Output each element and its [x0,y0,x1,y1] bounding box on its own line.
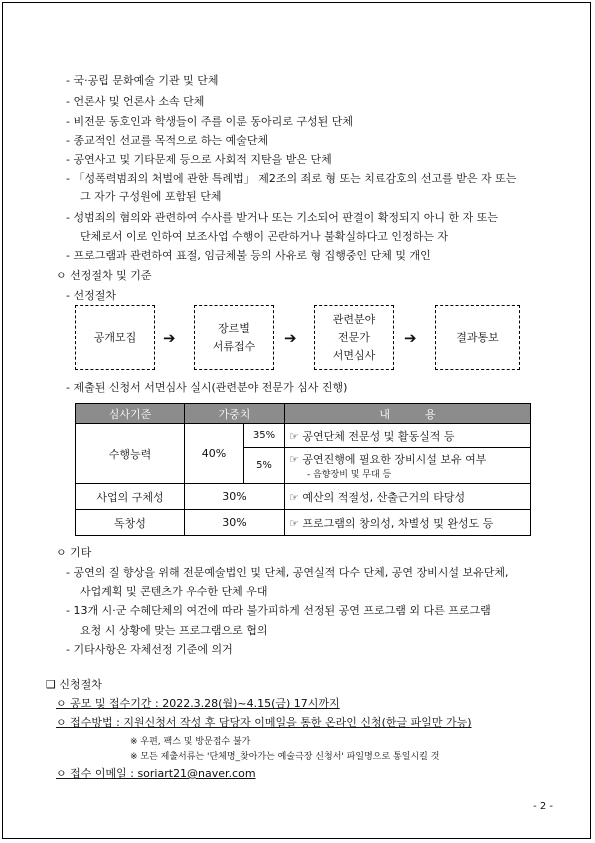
arrow-right-icon: ➔ [284,329,297,347]
etc-item: - 공연의 질 향상을 위해 전문예술법인 및 단체, 공연실적 다수 단체, 공연 장비시설 보유단체, [66,566,509,579]
criteria-performance: 수행능력 [76,424,185,484]
exclusion-item: - 비전문 동호인과 학생들이 주를 이룬 동아리로 구성된 단체 [66,115,353,128]
content-cell: ☞ 프로그램의 창의성, 차별성 및 완성도 등 [285,510,531,536]
apply-period: ㅇ 공모 및 접수기간 : 2022.3.28(월)~4.15(금) 17시까지 [56,697,340,710]
exclusion-item-cont: 그 자가 구성원에 포함된 단체 [80,190,222,203]
weight-performance: 40% [185,424,244,484]
etc-item: - 13개 시·군 수혜단체의 여건에 따라 불가피하게 선정된 공연 프로그램 외 다른 프로그램 [66,604,491,617]
etc-heading: ㅇ 기타 [56,546,92,559]
etc-item: - 기타사항은 자체선정 기준에 의거 [66,643,233,656]
table-header: 심사기준 [76,404,185,424]
exclusion-item: - 종교적인 선교를 목적으로 하는 예술단체 [66,134,269,147]
exclusion-item: - 성범죄의 혐의와 관련하여 수사를 받거나 또는 기소되어 판결이 확정되지 아니 한 자 또는 [66,211,498,224]
weight-originality: 30% [185,510,285,536]
etc-item-cont: 사업계획 및 콘텐츠가 우수한 단체 우대 [80,585,268,598]
selection-heading: ㅇ 선정절차 및 기준 [56,269,152,282]
table-header: 가중치 [185,404,285,424]
weight-sub: 35% [244,424,285,448]
page-number: - 2 - [533,801,553,812]
apply-email[interactable]: ㅇ 접수 이메일 : soriart21@naver.com [56,767,256,780]
exclusion-item: - 언론사 및 언론사 소속 단체 [66,95,205,108]
content-text: ☞ 공연진행에 필요한 장비시설 보유 여부 [289,453,487,466]
step-label: 관련분야 전문가 서면심사 [332,312,376,362]
criteria-specificity: 사업의 구체성 [76,484,185,510]
evaluation-table [75,403,531,536]
exclusion-item: - 「성폭력범죄의 처벌에 관한 특례법」 제2조의 죄로 형 또는 치료감호의 선고를 받은 자 또는 [66,172,517,185]
etc-item-cont: 요청 시 상황에 맞는 프로그램으로 협의 [80,624,268,637]
selection-subheading: - 선정절차 [66,289,116,302]
apply-method: ㅇ 접수방법 : 지원신청서 작성 후 담당자 이메일을 통한 온라인 신청(한글 파일만 가능) [56,716,472,729]
step-label: 공개모집 [93,330,137,344]
arrow-right-icon: ➔ [404,329,417,347]
content-cell: ☞ 예산의 적절성, 산출근거의 타당성 [285,484,531,510]
exclusion-item: - 국·공립 문화예술 기관 및 단체 [66,74,219,87]
step-expert-review [314,305,394,370]
weight-specificity: 30% [185,484,285,510]
apply-note: ※ 모든 제출서류는 '단체명_찾아가는 예술극장 신청서' 파일명으로 통일시킬 것 [130,752,440,762]
content-cell: ☞ 공연단체 전문성 및 활동실적 등 [285,424,531,448]
criteria-originality: 독창성 [76,510,185,536]
step-label: 결과통보 [456,330,499,344]
apply-note: ※ 우편, 팩스 및 방문접수 불가 [130,737,251,747]
content-cell [285,448,531,484]
arrow-right-icon: ➔ [163,329,176,347]
step-result-notice [435,305,520,370]
content-note: - 음향장비 및 무대 등 [307,470,392,480]
weight-sub: 5% [244,448,285,484]
table-header: 내 용 [285,404,531,424]
step-document-submission [194,305,274,370]
step-label: 장르별 서류접수 [212,321,256,353]
exclusion-item: - 프로그램과 관련하여 표절, 임금체불 등의 사유로 형 집행중인 단체 및 개인 [66,249,431,262]
review-note: - 제출된 신청서 서면심사 실시(관련분야 전문가 심사 진행) [66,381,348,394]
apply-heading: ❑ 신청절차 [46,678,102,691]
step-public-recruit [75,305,155,370]
exclusion-item-cont: 단체로서 이로 인하여 보조사업 수행이 곤란하거나 불확실하다고 인정하는 자 [80,230,449,243]
exclusion-item: - 공연사고 및 기타문제 등으로 사회적 지탄을 받은 단체 [66,153,332,166]
